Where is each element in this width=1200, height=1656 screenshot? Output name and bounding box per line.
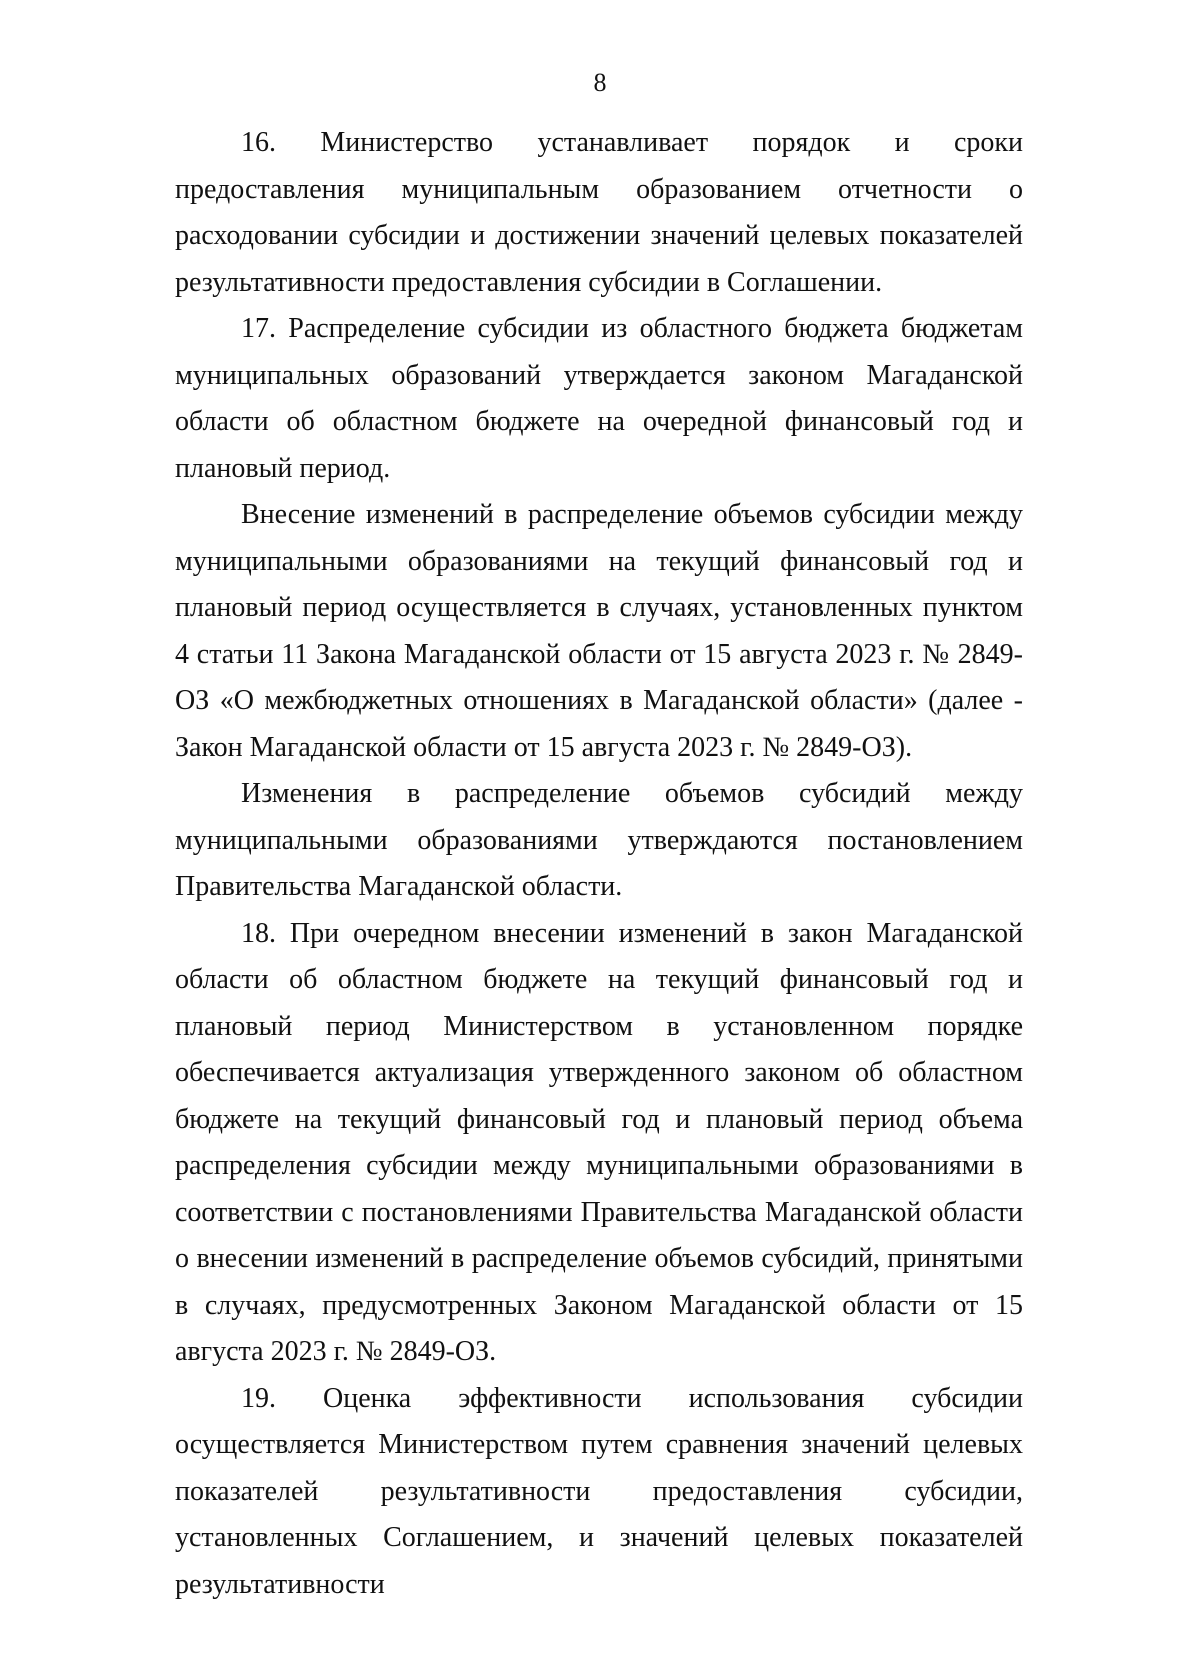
paragraph-16: 16. Министерство устанавливает порядок и сроки предоставления муниципальным образованием отчетности о расходовании субсидии и достижении значений целевых показателей результативности предоставления субсидии в Соглашении. (175, 127, 1023, 298)
document-body (175, 120, 1023, 1608)
paragraph-19: 19. Оценка эффективности использования субсидии осуществляется Министерством путем сравнения значений целевых показателей результативности предоставления субсидии, установленных Соглашением, и значений целевых показателей результативности (175, 1382, 1023, 1600)
paragraph-18: 18. При очередном внесении изменений в закон Магаданской области об областном бюджете на текущий финансовый год и плановый период Министерством в установленном порядке обеспечивается актуализация утвержденного законом об областном бюджете на текущий финансовый год и плановый период объема распределения субсидии между муниципальными образованиями в соответствии с постановлениями Правительства Магаданской области о внесении изменений в распределение объемов субсидий, принятыми в случаях, предусмотренных Законом Магаданской области от 15 августа 2023 г. № 2849-ОЗ. (175, 917, 1023, 1367)
paragraph-17-approval: Изменения в распределение объемов субсидий между муниципальными образованиями утверждаются постановлением Правительства Магаданской области. (175, 778, 1023, 902)
page-number: 8 (593, 68, 607, 97)
paragraph-17-amendments: Внесение изменений в распределение объемов субсидии между муниципальными образованиями на текущий финансовый год и плановый период осуществляется в случаях, установленных пунктом 4 статьи 11 Закона Магаданской области от 15 августа 2023 г. № 2849-ОЗ «О межбюджетных отношениях в Магаданской области» (далее - Закон Магаданской области от 15 августа 2023 г. № 2849-ОЗ). (175, 499, 1023, 763)
paragraph-17: 17. Распределение субсидии из областного бюджета бюджетам муниципальных образований утверждается законом Магаданской области об областном бюджете на очередной финансовый год и плановый период. (175, 313, 1023, 484)
